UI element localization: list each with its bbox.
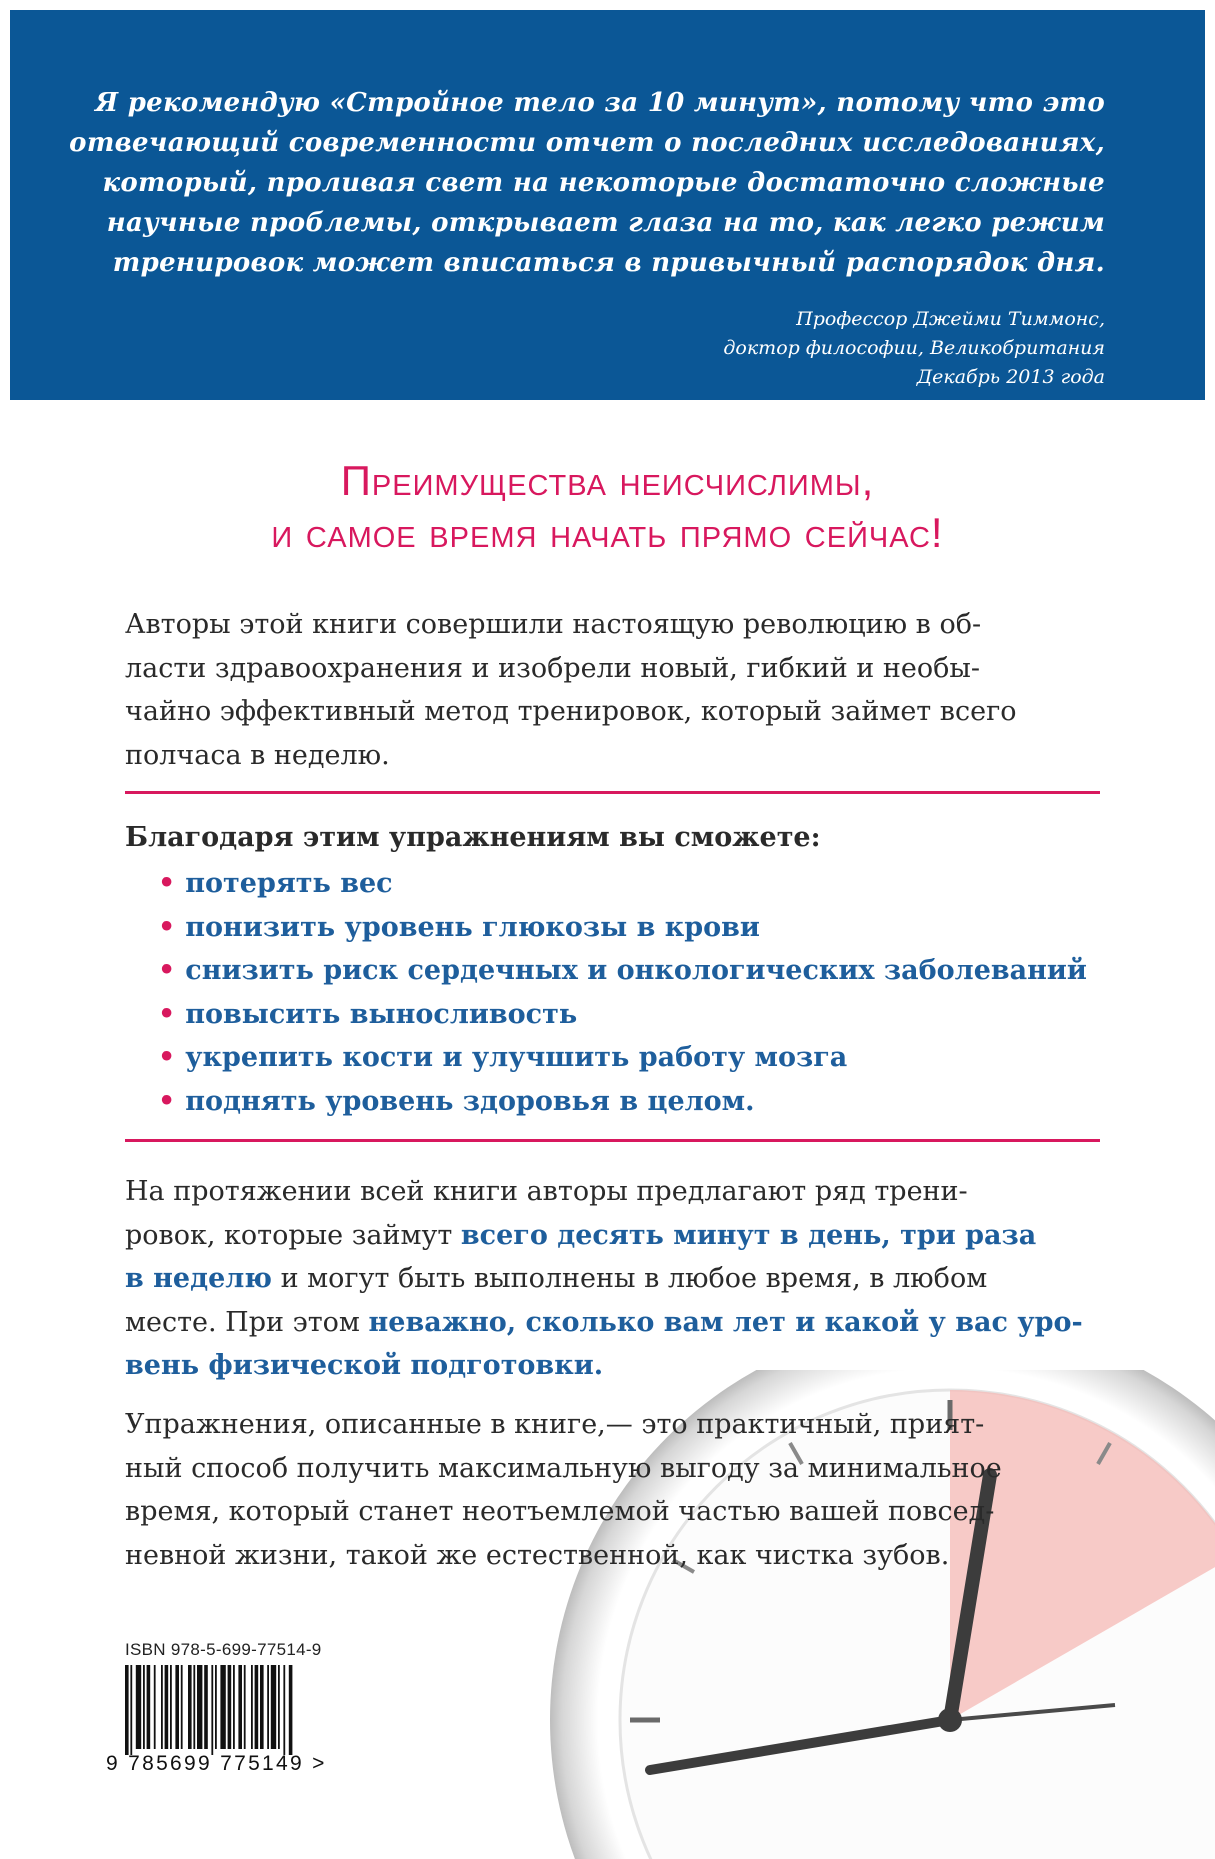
isbn-label: ISBN 978-5-699-77514-9 (125, 1640, 322, 1659)
barcode-bar (267, 1665, 269, 1749)
bullet-icon: • (158, 1042, 176, 1073)
bullet-icon: • (158, 911, 176, 943)
list-item (158, 862, 1087, 906)
headline-line-2: и самое время начать прямо сейчас! (271, 509, 944, 556)
intro-line: чайно эффективный метод тренировок, который займет всего (125, 696, 1017, 727)
highlight-text: неважно, сколько вам лет и какой у вас уро- (368, 1306, 1083, 1338)
quote-text (10, 83, 1105, 283)
barcode-bar (211, 1665, 213, 1755)
divider-top (125, 791, 1100, 794)
bullet-icon: • (158, 955, 176, 986)
barcode-bar (215, 1665, 217, 1749)
list-item (158, 1036, 1087, 1080)
intro-line: полчаса в неделю. (125, 739, 390, 771)
list-item (158, 1080, 1087, 1124)
benefits-list (158, 862, 1087, 1123)
barcode-bar (130, 1665, 132, 1755)
highlight-text: вень физической подготовки. (125, 1350, 604, 1381)
divider-bottom (125, 1139, 1100, 1142)
paragraph-line (125, 1301, 1125, 1345)
intro-paragraph (125, 603, 1125, 777)
plain-text: и могут быть выполнены в любое время, в любом (272, 1263, 988, 1294)
benefit-text: понизить уровень глюкозы в крови (185, 911, 760, 943)
benefit-text: поднять уровень здоровья в целом. (185, 1085, 755, 1117)
barcode-bar (271, 1665, 276, 1749)
benefit-text: снизить риск сердечных и онкологических заболеваний (185, 955, 1087, 986)
barcode-bar (228, 1665, 232, 1749)
list-item (158, 906, 1087, 950)
barcode-bar (238, 1665, 242, 1749)
barcode (125, 1665, 345, 1755)
barcode-bar (260, 1665, 264, 1749)
closing-paragraph (125, 1403, 1125, 1577)
barcode-bar (125, 1665, 129, 1755)
barcode-bar (175, 1665, 179, 1749)
bullet-icon: • (158, 868, 176, 899)
quote-line: тренировок может вписаться в привычный распорядок дня. (112, 248, 1105, 278)
bullet-icon: • (158, 1085, 176, 1117)
benefits-heading: Благодаря этим упражнениям вы сможете: (125, 822, 821, 853)
barcode-bar (278, 1665, 280, 1749)
intro-line: ласти здравоохранения и изобрели новый, гибкий и необы- (125, 652, 980, 684)
paragraph-line: время, который станет неотъемлемой частью вашей повсед- (125, 1496, 995, 1527)
barcode-bar (283, 1665, 285, 1755)
barcode-bar (154, 1665, 156, 1749)
attribution-line: доктор философии, Великобритания (723, 337, 1105, 359)
quote-line: который, проливая свет на некоторые достаточно сложные (102, 168, 1105, 198)
barcode-bar (220, 1665, 225, 1749)
paragraph-line: Упражнения, описанные в книге,— это практичный, прият- (125, 1409, 985, 1440)
paragraph-line: ный способ получить максимальную выгоду за минимальное (125, 1452, 1002, 1484)
paragraph-line (125, 1214, 1125, 1258)
barcode-bar (289, 1665, 293, 1755)
barcode-bar (244, 1665, 246, 1749)
quote-attribution (10, 305, 1105, 392)
barcode-bar (204, 1665, 208, 1749)
list-item (158, 949, 1087, 993)
benefit-text: укрепить кости и улучшить работу мозга (185, 1042, 848, 1073)
barcode-bar (193, 1665, 195, 1749)
barcode-bar (181, 1665, 183, 1749)
quote-box (10, 10, 1205, 400)
barcode-bar (161, 1665, 163, 1749)
headline (0, 455, 1215, 559)
barcode-bar (197, 1665, 202, 1749)
highlight-text: всего десять минут в день, три раза (460, 1219, 1037, 1251)
attribution-line: Профессор Джейми Тиммонс, (796, 308, 1105, 330)
plain-text: месте. При этом (125, 1306, 369, 1338)
paragraph-line: На протяжении всей книги авторы предлагают ряд трени- (125, 1176, 968, 1207)
barcode-bar (147, 1665, 151, 1749)
intro-line: Авторы этой книги совершили настоящую революцию в об- (125, 609, 982, 640)
bullet-icon: • (158, 998, 176, 1030)
paragraph-line (125, 1257, 1125, 1301)
barcode-bar (255, 1665, 259, 1749)
benefit-text: потерять вес (185, 868, 393, 899)
headline-line-1: Преимущества неисчислимы, (340, 457, 875, 504)
barcode-bar (143, 1665, 145, 1749)
benefit-text: повысить выносливость (185, 998, 578, 1030)
quote-line: Я рекомендую «Стройное тело за 10 минут», потому что это (95, 88, 1105, 118)
highlight-text: в неделю (125, 1263, 272, 1294)
barcode-bar (170, 1665, 172, 1749)
description-paragraph (125, 1170, 1125, 1388)
barcode-bar (251, 1665, 253, 1749)
paragraph-line: невной жизни, такой же естественной, как чистка зубов. (125, 1539, 950, 1571)
barcode-bar (165, 1665, 169, 1749)
barcode-digits: 9 785699 775149 > (106, 1752, 327, 1775)
clock-center (938, 1708, 962, 1732)
list-item (158, 993, 1087, 1037)
plain-text: ровок, которые займут (125, 1219, 461, 1251)
attribution-line: Декабрь 2013 года (916, 366, 1105, 388)
barcode-bar (233, 1665, 235, 1749)
quote-line: отвечающий современности отчет о последних исследованиях, (69, 128, 1105, 158)
quote-line: научные проблемы, открывает глаза на то, как легко режим (106, 208, 1105, 238)
barcode-bar (136, 1665, 141, 1749)
barcode-bar (188, 1665, 192, 1749)
